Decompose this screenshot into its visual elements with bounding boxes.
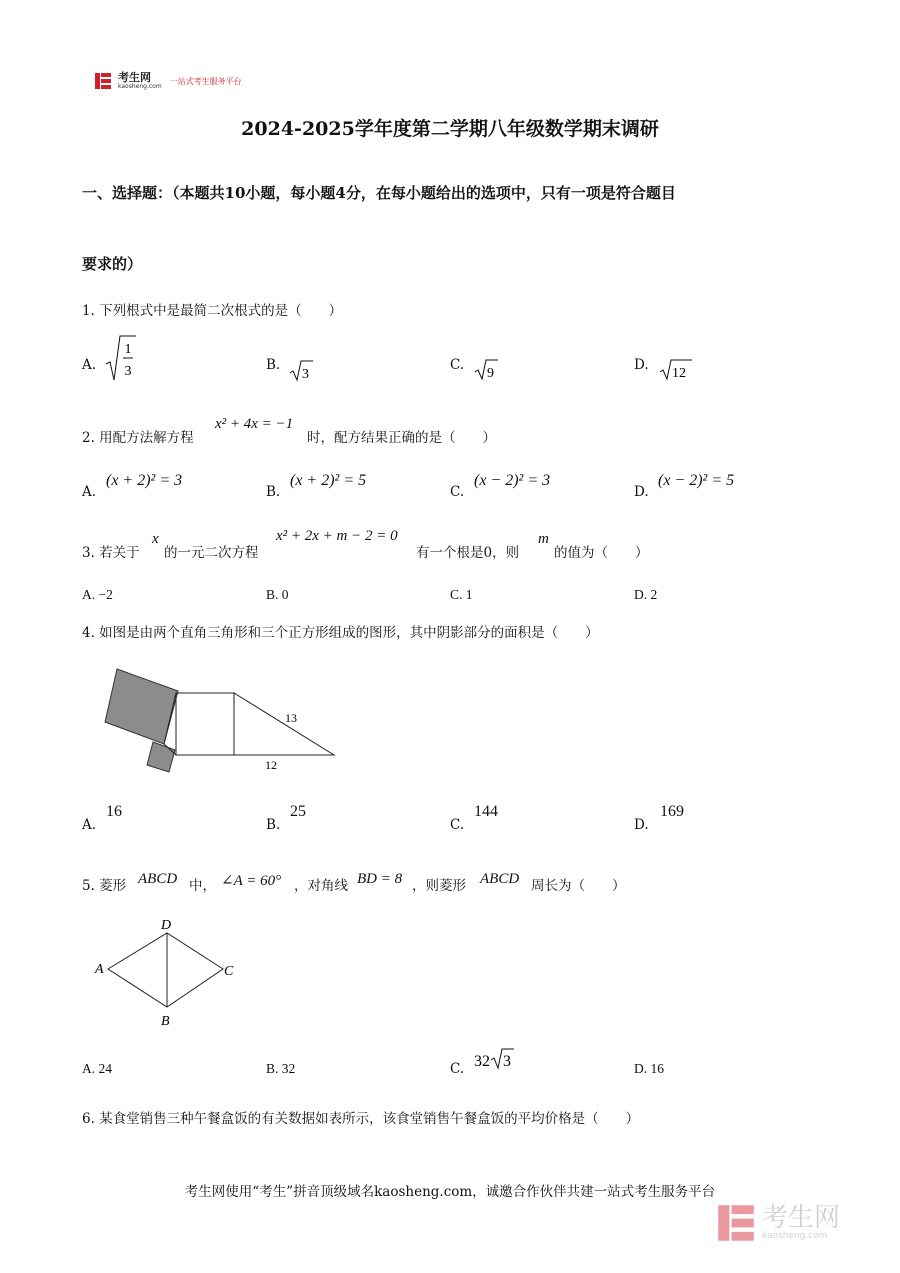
- q5-stem-mid: 中，: [189, 878, 216, 894]
- q4-option-c-label: C.: [450, 817, 465, 833]
- q3-option-d: D. 2: [634, 587, 658, 602]
- q1-c-radicand: 9: [487, 366, 494, 381]
- q1-d-radicand: 12: [672, 366, 686, 381]
- page-footer: 考生网使用“考生”拼音顶级域名kaosheng.com，诚邀合作伙伴共建一站式考生服务平台: [184, 1184, 716, 1200]
- q3-stem-mid2: 有一个根是0，则: [416, 545, 520, 561]
- q1-option-d-math: [659, 357, 693, 381]
- q5-shape: ABCD: [138, 871, 178, 887]
- q5-shape-2: ABCD: [480, 871, 520, 887]
- watermark-domain: kaosheng.com: [762, 1231, 828, 1241]
- q2-stem-post: 时，配方结果正确的是（ ）: [307, 430, 496, 446]
- q5-option-c-math: [472, 1046, 518, 1072]
- q2-option-d: (x − 2)² = 5: [658, 472, 735, 489]
- q2-option-a-label: A.: [82, 484, 97, 500]
- q1-option-b-label: B.: [266, 357, 281, 373]
- q4-figure: [100, 662, 345, 777]
- watermark-logo-icon: [716, 1203, 756, 1243]
- q4-option-d: 169: [660, 803, 684, 820]
- q5-vertex-b: B: [161, 1014, 170, 1029]
- q4-base-label: 12: [265, 758, 277, 772]
- q4-right-triangle: [234, 693, 334, 755]
- q4-option-d-label: D.: [634, 817, 649, 833]
- q1-option-b-math: [289, 358, 313, 382]
- q4-small-shaded-square: [147, 742, 175, 772]
- q1-option-d-label: D.: [634, 357, 649, 373]
- kaosheng-logo-icon: [94, 72, 112, 90]
- logo-domain: kaosheng.com: [118, 83, 162, 90]
- q5-vertex-c: C: [224, 964, 234, 979]
- q5-c-coefficient: 32: [474, 1053, 490, 1070]
- q3-option-b: B. 0: [266, 587, 289, 602]
- q5-rhombus-figure: [90, 912, 240, 1030]
- q5-stem-mid3: ，则菱形: [412, 878, 466, 894]
- section-heading: 一、选择题：（本题共10小题，每小题4分，在每小题给出的选项中，只有一项是符合题目: [82, 184, 676, 202]
- page-title: 2024-2025学年度第二学期八年级数学期末调研: [241, 118, 659, 140]
- q2-option-c-label: C.: [450, 484, 465, 500]
- q6-stem: 6. 某食堂销售三种午餐盒饭的有关数据如表所示，该食堂销售午餐盒饭的平均价格是（ ）: [82, 1111, 640, 1127]
- q4-option-a: 16: [106, 803, 122, 820]
- q5-stem-pre: 5. 菱形: [82, 878, 127, 894]
- q5-vertex-a: A: [95, 962, 104, 977]
- q2-option-b: (x + 2)² = 5: [290, 472, 367, 489]
- q4-option-c: 144: [474, 803, 498, 820]
- q5-option-c-label: C.: [450, 1061, 465, 1077]
- q4-option-b: 25: [290, 803, 306, 820]
- q5-option-b: B. 32: [266, 1061, 296, 1076]
- q3-stem-mid: 的一元二次方程: [164, 545, 259, 561]
- q1-a-numerator: 1: [124, 342, 132, 357]
- q2-option-d-label: D.: [634, 484, 649, 500]
- q1-option-a-math: [104, 334, 136, 384]
- q5-diagonal: BD = 8: [357, 871, 403, 887]
- q1-stem: 1. 下列根式中是最简二次根式的是（ ）: [82, 303, 343, 319]
- q3-equation: x² + 2x + m − 2 = 0: [276, 528, 398, 544]
- q1-option-c-math: [474, 357, 500, 381]
- q3-var-x: x: [152, 531, 159, 547]
- q5-angle: ∠A = 60°: [221, 873, 282, 889]
- q5-stem-post: 周长为（ ）: [531, 878, 626, 894]
- logo-slogan: 一站式考生服务平台: [169, 76, 242, 86]
- q4-stem: 4. 如图是由两个直角三角形和三个正方形组成的图形，其中阴影部分的面积是（ ）: [82, 625, 599, 641]
- q1-b-radicand: 3: [302, 367, 309, 382]
- q5-c-radicand: 3: [503, 1053, 511, 1070]
- q1-a-denominator: 3: [124, 364, 132, 379]
- watermark-name: 考生网: [762, 1203, 841, 1233]
- q5-option-a: A. 24: [82, 1061, 112, 1076]
- q4-option-a-label: A.: [82, 817, 97, 833]
- q2-option-a: (x + 2)² = 3: [106, 472, 183, 489]
- q2-stem-pre: 2. 用配方法解方程: [82, 430, 194, 446]
- q4-hypotenuse-label: 13: [285, 711, 297, 725]
- q1-option-c-label: C.: [450, 357, 465, 373]
- q5-stem-mid2: ，对角线: [294, 878, 348, 894]
- q4-middle-square: [176, 693, 234, 755]
- q2-option-c: (x − 2)² = 3: [474, 472, 551, 489]
- section-heading-cont: 要求的）: [82, 255, 143, 273]
- q3-option-a: A. −2: [82, 587, 113, 602]
- q3-stem-pre: 3. 若关于: [82, 545, 140, 561]
- q3-stem-post: 的值为（ ）: [554, 545, 649, 561]
- q1-option-a-label: A.: [82, 357, 97, 373]
- site-logo: [94, 72, 242, 90]
- q2-option-b-label: B.: [266, 484, 281, 500]
- q3-var-m: m: [538, 531, 549, 547]
- logo-name: 考生网: [118, 71, 151, 84]
- q4-option-b-label: B.: [266, 817, 281, 833]
- q3-option-c: C. 1: [450, 587, 473, 602]
- q2-equation: x² + 4x = −1: [215, 416, 294, 432]
- q5-option-d: D. 16: [634, 1061, 664, 1076]
- watermark: [716, 1203, 840, 1243]
- q5-rhombus: [108, 933, 223, 1007]
- q5-vertex-d: D: [161, 918, 172, 933]
